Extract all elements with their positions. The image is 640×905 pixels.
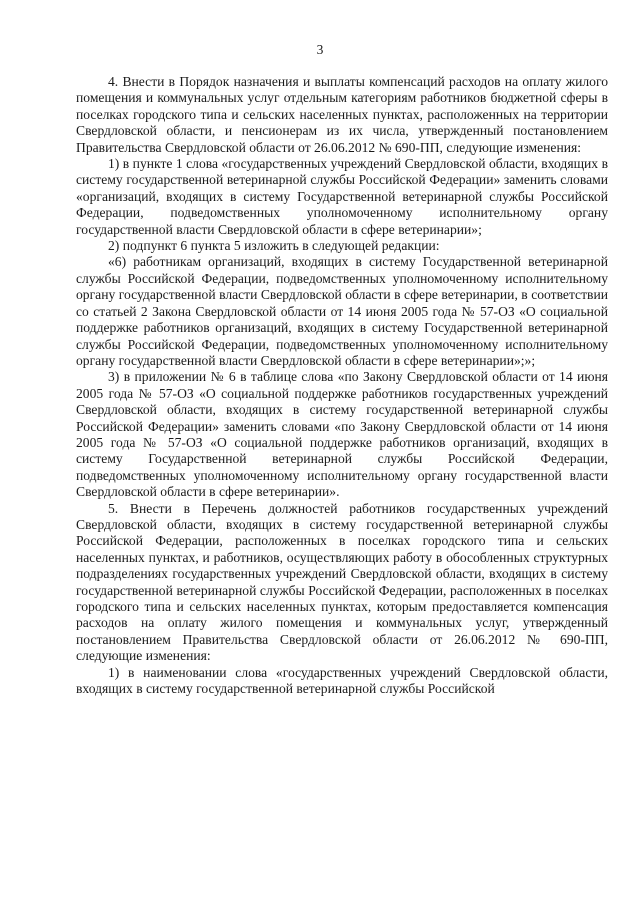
paragraph-item-5-subitem-1: 1) в наименовании слова «государственных учреждений Свердловской области, входящих в систему государственной ветеринарной службы Российской — [76, 664, 608, 697]
document-body — [76, 74, 608, 697]
paragraph-item-5: 5. Внести в Перечень должностей работников государственных учреждений Свердловской области, входящих в систему государственной ветеринарной службы Российской Федерации, расположенных в поселках городского типа и сельских населенных пунктах, и работников, осуществляющих работу в обособленных структурных подразделениях государственных учреждений Свердловской области, входящих в систему государственной ветеринарной службы Российской Федерации, расположенных в поселках городского типа и сельских населенных пунктах, которым предоставляется компенсация расходов на оплату жилого помещения и коммунальных услуг, утвержденный постановлением Правительства Свердловской области от 26.06.2012 № 690-ПП, следующие изменения: — [76, 500, 608, 664]
paragraph-item-4: 4. Внести в Порядок назначения и выплаты компенсаций расходов на оплату жилого помещения и коммунальных услуг отдельным категориям работников бюджетной сферы в поселках городского типа и сельских населенных пунктах, расположенных на территории Свердловской области, и пенсионерам из их числа, утвержденный постановлением Правительства Свердловской области от 26.06.2012 № 690-ПП, следующие изменения: — [76, 74, 608, 155]
paragraph-subitem-3: 3) в приложении № 6 в таблице слова «по Закону Свердловской области от 14 июня 2005 года № 57-ОЗ «О социальной поддержке работников государственных учреждений Свердловской области, входящих в систему государственной ветеринарной службы Российской Федерации» заменить словами «по Закону Свердловской области от 14 июня 2005 года № 57-ОЗ «О социальной поддержке работников организаций, входящих в систему Государственной ветеринарной службы Российской Федерации, подведомственных уполномоченному исполнительному органу государственной власти Свердловской области в сфере ветеринарии». — [76, 369, 608, 500]
paragraph-subitem-2: 2) подпункт 6 пункта 5 изложить в следующей редакции: — [108, 238, 440, 254]
paragraph-subitem-1: 1) в пункте 1 слова «государственных учреждений Свердловской области, входящих в систему государственной ветеринарной службы Российской Федерации» заменить словами «организаций, входящих в систему Государственной ветеринарной службы Российской Федерации, подведомственных уполномоченному исполнительному органу государственной власти Свердловской области в сфере ветеринарии»; — [76, 156, 608, 237]
paragraph-quoted-subitem-6: «6) работникам организаций, входящих в систему Государственной ветеринарной службы Российской Федерации, подведомственных уполномоченному исполнительному органу государственной власти Свердловской области в сфере ветеринарии, в соответствии со статьей 2 Закона Свердловской области от 14 июня 2005 года № 57-ОЗ «О социальной поддержке работников организаций, входящих в систему Государственной ветеринарной службы Российской Федерации, подведомственных уполномоченному исполнительному органу государственной власти Свердловской области в сфере ветеринарии»;»; — [76, 254, 608, 368]
page-number: 3 — [316, 42, 324, 57]
